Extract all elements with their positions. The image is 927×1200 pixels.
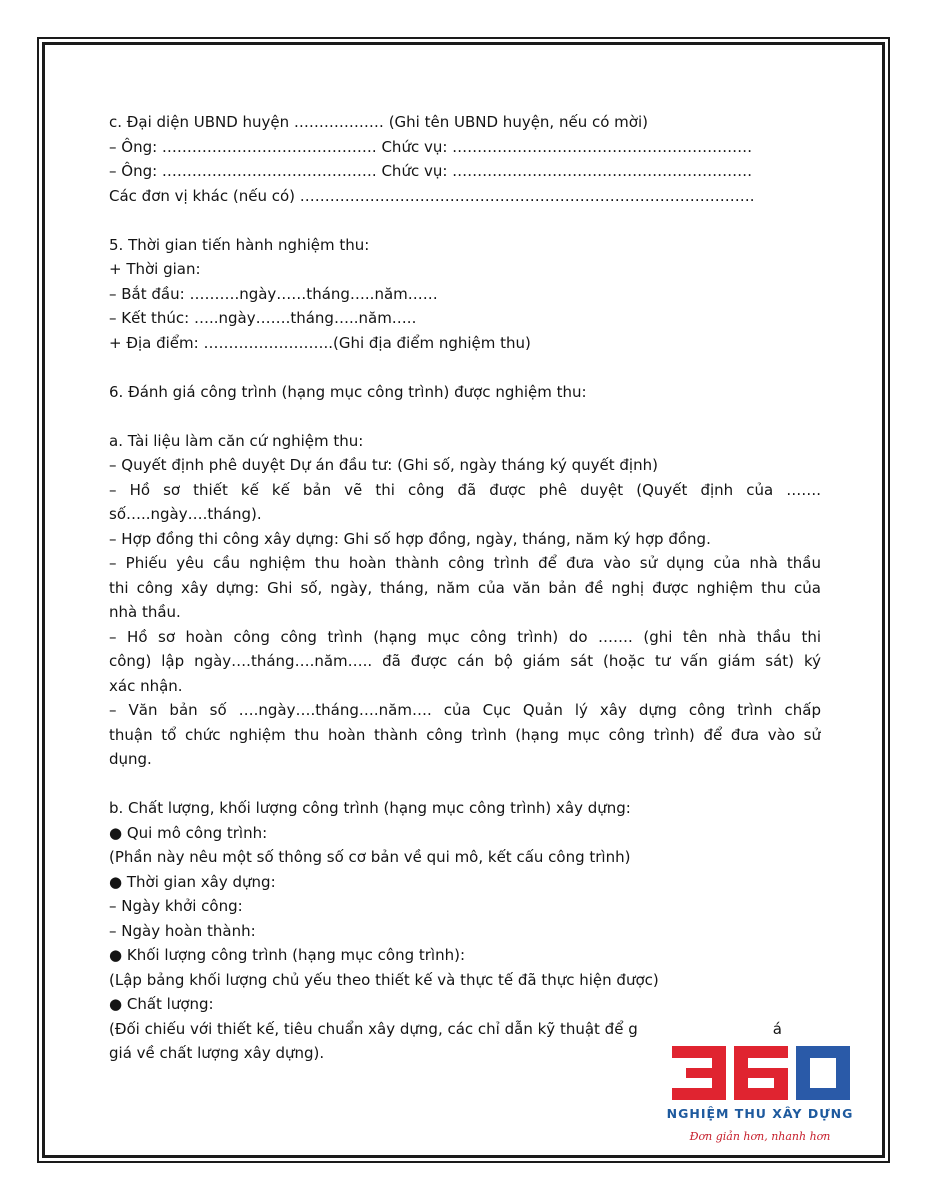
spacer [109, 772, 821, 797]
section-a-item-3: – Hợp đồng thi công xây dựng: Ghi số hợp đồng, ngày, tháng, năm ký hợp đồng. [109, 529, 711, 548]
section-b-item-8: ● Chất lượng: [109, 995, 214, 1013]
section-b-item-9 [109, 1017, 821, 1042]
section-a-item-5: – Hồ sơ hoàn công công trình (hạng mục công trình) do ……. (ghi tên nhà thầu thi [109, 627, 821, 646]
section-6-title: 6. Đánh giá công trình (hạng mục công trình) được nghiệm thu: [109, 382, 587, 401]
section-b-title: b. Chất lượng, khối lượng công trình (hạng mục công trình) xây dựng: [109, 799, 631, 817]
spacer [109, 355, 821, 380]
section-b-item-10: giá về chất lượng xây dựng). [109, 1044, 325, 1062]
section-5-time-label: + Thời gian: [109, 260, 201, 278]
spacer [109, 404, 821, 429]
logo-slogan: Đơn giản hơn, nhanh hơn [689, 1130, 831, 1143]
section-b-item-3: ● Thời gian xây dựng: [109, 872, 276, 891]
section-a-item-1: – Quyết định phê duyệt Dự án đầu tư: (Ghi số, ngày tháng ký quyết định) [109, 456, 658, 474]
watermark-logo [660, 1042, 860, 1150]
section-c-line-3: Các đơn vị khác (nếu có) ………………………………………………………………………………. [109, 186, 755, 205]
section-b-item-9-text: (Đối chiếu với thiết kế, tiêu chuẩn xây dựng, các chỉ dẫn kỹ thuật để g [109, 1019, 638, 1038]
section-b-item-7: (Lập bảng khối lượng chủ yếu theo thiết kế và thực tế đã thực hiện được) [109, 970, 659, 989]
section-a-item-5-end: xác nhận. [109, 676, 183, 695]
logo-360-icon [660, 1042, 860, 1104]
section-a-item-5-cont: công) lập ngày….tháng….năm….. đã được cán bộ giám sát (hoặc tư vấn giám sát) ký [109, 652, 821, 670]
section-b-item-2: (Phần này nêu một số thông số cơ bản về qui mô, kết cấu công trình) [109, 848, 631, 866]
section-5-start: – Bắt đầu: ……….ngày……tháng…..năm…… [109, 284, 438, 303]
section-a-item-4: – Phiếu yêu cầu nghiệm thu hoàn thành công trình để đưa vào sử dụng của nhà thầu [109, 554, 821, 572]
section-5-place: + Địa điểm: ……………………..(Ghi địa điểm nghiệm thu) [109, 333, 531, 352]
section-a-title: a. Tài liệu làm căn cứ nghiệm thu: [109, 431, 364, 450]
section-c-line-2: – Ông: ……………………………………. Chức vụ: …………………………………………………… [109, 162, 753, 180]
section-a-item-4-end: nhà thầu. [109, 603, 181, 621]
section-a-item-2: – Hồ sơ thiết kế kế bản vẽ thi công đã được phê duyệt (Quyết định của ……. [109, 480, 821, 499]
section-a-item-4-cont: thi công xây dựng: Ghi số, ngày, tháng, năm của văn bản đề nghị được nghiệm thu của [109, 578, 821, 597]
spacer [109, 208, 821, 233]
section-b-item-1: ● Qui mô công trình: [109, 823, 268, 842]
section-a-item-2-cont: số…..ngày….tháng). [109, 505, 262, 523]
section-5-title: 5. Thời gian tiến hành nghiệm thu: [109, 235, 370, 254]
section-5-end: – Kết thúc: …..ngày…….tháng…..năm….. [109, 309, 417, 327]
section-b-item-5: – Ngày hoàn thành: [109, 921, 256, 940]
section-b-item-4: – Ngày khởi công: [109, 897, 243, 915]
document-body [109, 110, 821, 1066]
section-a-item-6-cont: thuận tổ chức nghiệm thu hoàn thành công trình (hạng mục công trình) để đưa vào sử [109, 725, 821, 744]
section-c-line-1: – Ông: ……………………………………. Chức vụ: …………………………………………………… [109, 137, 753, 156]
section-a-item-6-end: dụng. [109, 750, 152, 768]
section-b-item-9-hidden: á [772, 1019, 782, 1038]
logo-title: NGHIỆM THU XÂY DỰNG [666, 1106, 854, 1121]
section-c-title: c. Đại diện UBND huyện ……………… (Ghi tên UBND huyện, nếu có mời) [109, 113, 648, 131]
section-a-item-6: – Văn bản số ….ngày….tháng….năm…. của Cục Quản lý xây dựng công trình chấp [109, 701, 821, 719]
section-b-item-6: ● Khối lượng công trình (hạng mục công trình): [109, 946, 466, 964]
